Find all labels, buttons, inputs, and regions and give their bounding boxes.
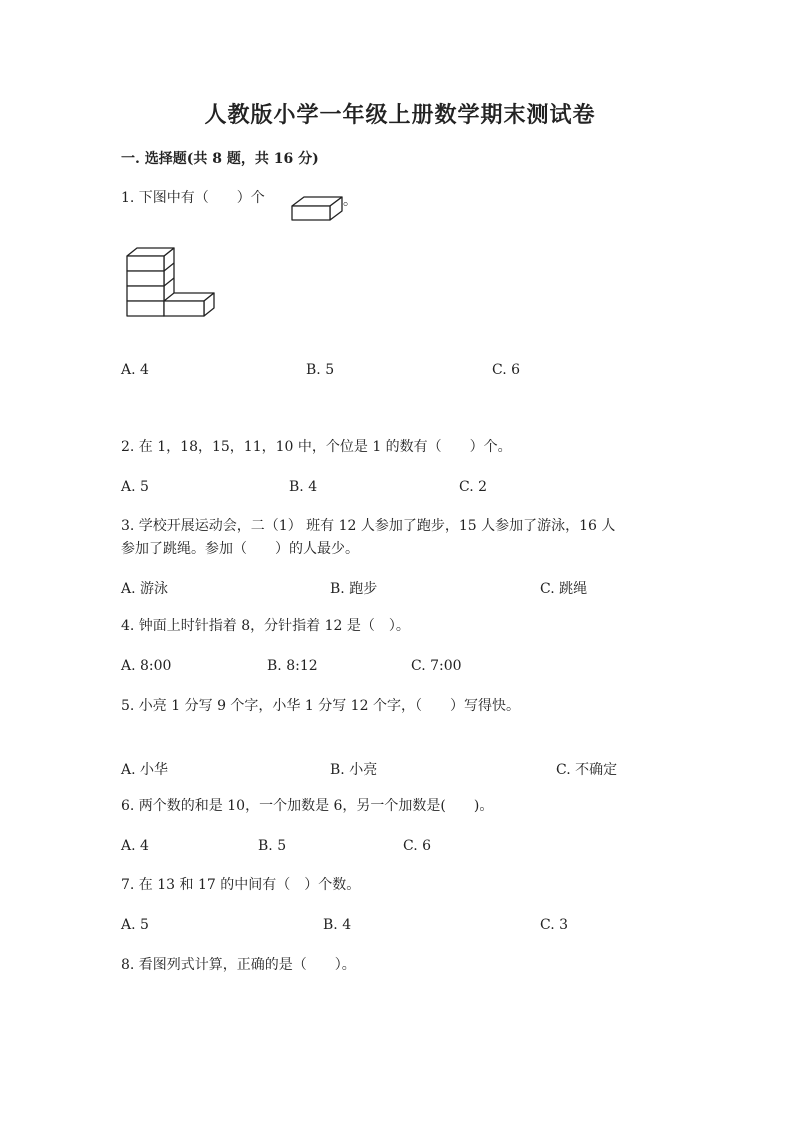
- question-5-option-a[interactable]: A. 小华: [121, 762, 169, 778]
- question-3-option-b[interactable]: B. 跑步: [330, 581, 378, 597]
- question-6-option-b[interactable]: B. 5: [258, 838, 287, 854]
- question-1-option-b[interactable]: B. 5: [306, 362, 335, 378]
- page-title: 人教版小学一年级上册数学期末测试卷: [204, 102, 596, 128]
- question-5-option-c[interactable]: C. 不确定: [556, 762, 618, 778]
- question-3-text-line-1: 3. 学校开展运动会，二（1） 班有 12 人参加了跑步，15 人参加了游泳，16 人: [121, 518, 616, 534]
- question-1-text: 1. 下图中有（ ）个: [121, 190, 265, 206]
- question-2-option-b[interactable]: B. 4: [289, 479, 318, 495]
- stacked-cuboids-figure: [126, 246, 218, 318]
- question-7-text: 7. 在 13 和 17 的中间有（ ）个数。: [121, 877, 361, 893]
- question-1-suffix: 。: [343, 193, 357, 209]
- question-6-option-c[interactable]: C. 6: [403, 838, 432, 854]
- question-3-option-a[interactable]: A. 游泳: [121, 581, 169, 597]
- question-6-option-a[interactable]: A. 4: [121, 838, 149, 854]
- question-5-option-b[interactable]: B. 小亮: [330, 762, 378, 778]
- question-1-option-a[interactable]: A. 4: [121, 362, 149, 378]
- question-5-text: 5. 小亮 1 分写 9 个字，小华 1 分写 12 个字，（ ）写得快。: [121, 698, 520, 714]
- question-4-option-a[interactable]: A. 8:00: [121, 658, 172, 674]
- question-7-option-b[interactable]: B. 4: [323, 917, 352, 933]
- section-heading: 一. 选择题(共 8 题，共 16 分): [121, 151, 319, 167]
- question-4-option-c[interactable]: C. 7:00: [411, 658, 462, 674]
- question-2-text: 2. 在 1，18，15，11，10 中，个位是 1 的数有（ ）个。: [121, 439, 512, 455]
- question-8-text: 8. 看图列式计算，正确的是（ ）。: [121, 957, 356, 973]
- question-6-text: 6. 两个数的和是 10，一个加数是 6，另一个加数是( )。: [121, 798, 494, 814]
- question-3-text-line-2: 参加了跳绳。参加（ ）的人最少。: [121, 541, 359, 557]
- question-1-option-c[interactable]: C. 6: [492, 362, 521, 378]
- question-4-text: 4. 钟面上时针指着 8，分针指着 12 是（ ）。: [121, 618, 410, 634]
- question-1: [121, 186, 265, 210]
- question-7-option-c[interactable]: C. 3: [540, 917, 569, 933]
- question-3-option-c[interactable]: C. 跳绳: [540, 581, 588, 597]
- question-7-option-a[interactable]: A. 5: [121, 917, 149, 933]
- single-cuboid-figure: [290, 196, 346, 224]
- question-2-option-c[interactable]: C. 2: [459, 479, 488, 495]
- question-4-option-b[interactable]: B. 8:12: [267, 658, 318, 674]
- question-2-option-a[interactable]: A. 5: [121, 479, 149, 495]
